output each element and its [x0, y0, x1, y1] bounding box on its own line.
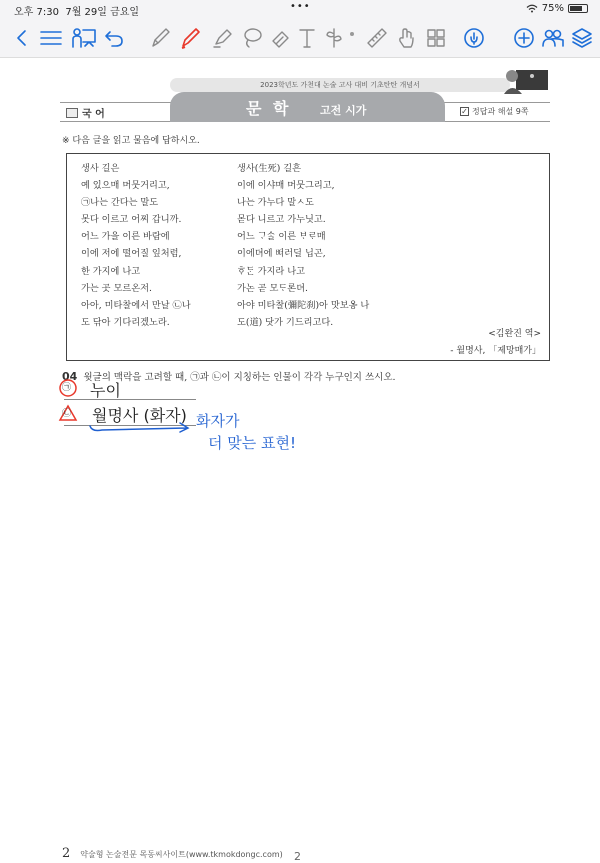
poem-line: 아야 미타찰(彌陀刹)아 맛보옹 나 — [237, 299, 370, 311]
image-grid-icon — [425, 26, 447, 50]
poem-line: 이에뎌에 ᄠᅥ러딜 닙곤, — [237, 248, 326, 260]
footer-text: 약술형 논술전문 목동씨사이트(www.tkmokdongc.com) — [80, 850, 283, 859]
mic-button[interactable] — [462, 24, 486, 52]
document-page[interactable] — [0, 58, 600, 863]
poem-archaic — [237, 160, 369, 331]
text-tool[interactable] — [296, 24, 318, 52]
poem-modern — [81, 160, 191, 331]
handwritten-note[interactable]: 화자가 더 맞는 표현! — [196, 412, 296, 452]
undo-icon — [104, 28, 124, 48]
poem-line: 어느 가을 이른 바람에 — [81, 231, 170, 243]
layers-button[interactable] — [570, 24, 594, 52]
subject-label: 국 어 — [66, 105, 105, 120]
eraser-tool[interactable] — [268, 24, 292, 52]
back-button[interactable] — [12, 24, 32, 52]
poem-line: 이에 저에 떨어질 잎처럼, — [81, 248, 182, 260]
status-bar — [0, 0, 600, 18]
poem-line: 생사(生死) 길흔 — [237, 163, 301, 174]
status-time: 오후 7:30 7월 29일 금요일 — [14, 7, 140, 18]
ruler-icon — [365, 26, 389, 50]
poem-line: 아아, 미타찰에서 만날 ㉡나 — [81, 299, 191, 311]
instruction: ※ 다음 글을 읽고 물음에 답하시오. — [62, 136, 200, 146]
pencil-tool[interactable] — [178, 24, 202, 52]
multitask-dots[interactable]: ••• — [290, 1, 311, 12]
highlighter-icon — [211, 26, 233, 50]
pen-tool[interactable] — [148, 24, 172, 52]
hand-tool[interactable] — [396, 24, 418, 52]
poem-line: 도 닦아 기다리겠노라. — [81, 316, 170, 328]
handwritten-answer-a[interactable]: 누이 — [90, 381, 121, 400]
image-tool[interactable] — [424, 24, 448, 52]
eraser-icon — [269, 26, 291, 50]
chevron-left-icon — [15, 28, 29, 48]
poem-line: ᄒᆞᄃᆞᆫ 가지라 나고 — [237, 265, 305, 277]
page-number-center: 2 — [294, 850, 301, 863]
hand-icon — [397, 26, 417, 50]
poem-line: 도(道) 닷가 기드리고다. — [237, 316, 334, 328]
poem-line: 나는 가누다 말ㅅ도 — [237, 197, 314, 209]
answer-line-a — [64, 399, 196, 400]
answer-reference: ✓ 정답과 해설 9쪽 — [461, 107, 529, 116]
poem-box — [66, 153, 550, 361]
annotation-arrow-icon — [88, 418, 198, 434]
layers-icon — [571, 26, 593, 50]
presentation-button[interactable] — [70, 24, 98, 52]
poem-line: 한 가지에 나고 — [81, 265, 141, 277]
topic-main: 문 학 — [246, 99, 292, 118]
people-icon — [541, 26, 565, 50]
poem-line: 가논 곧 모ᄃᆞ론뎌. — [237, 282, 308, 294]
poem-line: ㉠나는 간다는 말도 — [81, 197, 159, 209]
add-page-button[interactable] — [512, 24, 536, 52]
elements-tool[interactable] — [322, 24, 346, 52]
answer-a-label: ㉠ — [62, 383, 72, 393]
status-right — [526, 3, 588, 14]
topic-tab — [170, 92, 445, 122]
lasso-icon — [241, 26, 263, 50]
plus-circle-icon — [513, 26, 535, 50]
collaborators-button[interactable] — [540, 24, 566, 52]
poem-line: 몯다 니르고 가누닛고. — [237, 214, 326, 226]
presenter-icon — [71, 27, 97, 49]
lasso-tool[interactable] — [240, 24, 264, 52]
sticker-icon — [323, 26, 345, 50]
pencil-icon — [179, 26, 201, 50]
outline-button[interactable] — [38, 24, 64, 52]
toolbar — [0, 18, 600, 58]
poem-line: 예 있으매 머뭇거리고, — [81, 180, 170, 192]
wifi-icon — [526, 4, 538, 13]
question-number: 04 — [62, 370, 78, 383]
series-title: 2023학년도 가천대 논술 고사 대비 기초탄탄 개념서 — [170, 78, 510, 92]
poem-line: 생사 길은 — [81, 163, 120, 174]
battery-percent: 75% — [541, 3, 564, 14]
book-icon — [66, 108, 78, 118]
topic-sub: 고전 시가 — [320, 104, 367, 117]
page-footer — [62, 846, 301, 863]
mic-icon — [463, 26, 485, 50]
answer-b-label: ㉡ — [62, 409, 72, 419]
text-icon — [297, 26, 317, 50]
handwritten-answer-b[interactable]: 월명사 (화자) — [92, 406, 187, 425]
battery-icon — [568, 4, 588, 13]
toolbar-separator — [350, 32, 354, 36]
highlighter-tool[interactable] — [210, 24, 234, 52]
poem-line: 이에 이샤매 머뭇그리고, — [237, 180, 335, 192]
pen-icon — [149, 26, 171, 50]
checkbox-icon: ✓ — [461, 107, 468, 116]
undo-button[interactable] — [102, 24, 126, 52]
translator-credit: <김완진 역> — [488, 329, 541, 339]
poem-line: 어느 ᄀᆞᄉᆞᆯ 이른 ᄇᆞᄅᆞ매 — [237, 231, 326, 243]
page-number: 2 — [62, 846, 71, 861]
question-text: 윗글의 맥락을 고려할 때, ㉠과 ㉡이 지칭하는 인물이 각각 누구인지 쓰시오. — [83, 372, 396, 383]
list-icon — [39, 28, 63, 48]
header-illustration-icon — [500, 64, 548, 96]
poem-line: 가는 곳 모르온저. — [81, 282, 152, 294]
poem-source: - 월명사, 「제망매가」 — [450, 346, 541, 356]
poem-line: 못다 이르고 어찌 갑니까. — [81, 214, 182, 226]
ruler-tool[interactable] — [364, 24, 390, 52]
